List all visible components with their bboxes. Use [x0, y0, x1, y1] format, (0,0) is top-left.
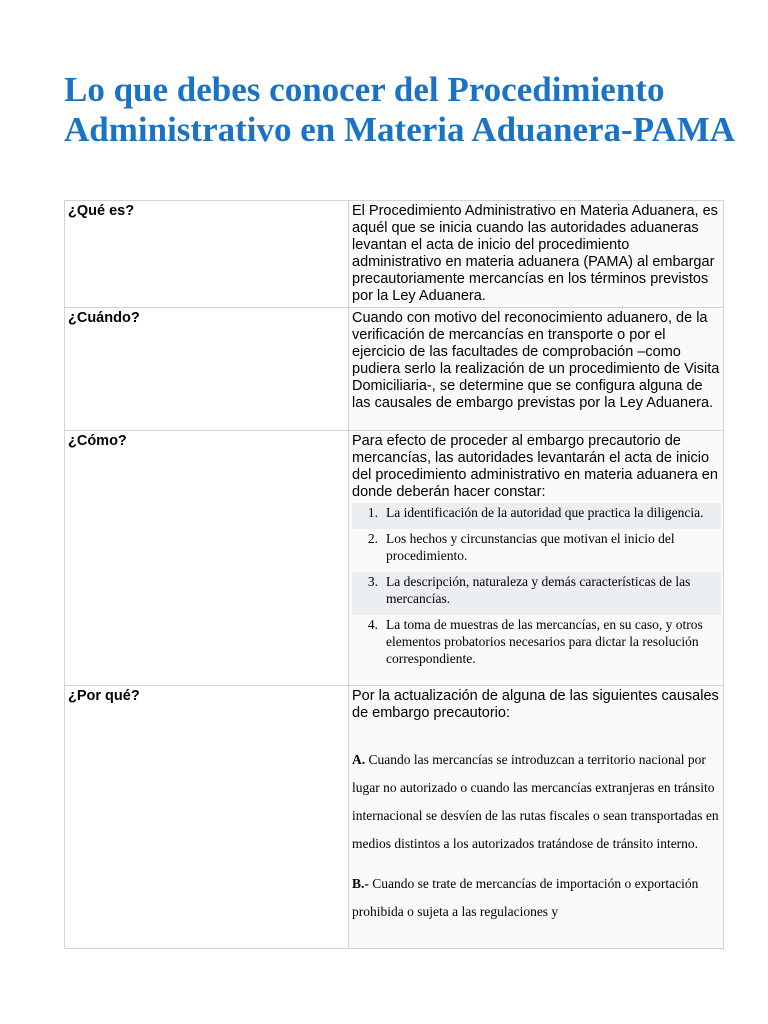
list-item-text: La toma de muestras de las mercancías, en su caso, y otros elementos probatorios necesarios para dictar la resolución correspondiente. [386, 616, 703, 666]
question-cell: ¿Por qué? [65, 686, 349, 949]
list-item-number: 2. [367, 530, 378, 546]
answer-text: El Procedimiento Administrativo en Materia Aduanera, es aquél que se inicia cuando las autoridades aduaneras levantan el acta de inicio del procedimiento administrativo en materia aduanera (PAMA) al embargar precautoriamente mercancías en los términos previstos por la Ley Aduanera. [352, 203, 718, 304]
list-item-text: La descripción, naturaleza y demás características de las mercancías. [386, 573, 691, 606]
list-item [352, 529, 721, 572]
answer-cell [349, 201, 724, 308]
question-cell: ¿Cómo? [65, 431, 349, 686]
answer-cell [349, 308, 724, 431]
list-item-number: 4. [367, 616, 378, 632]
table-row [65, 686, 724, 949]
answer-cell [349, 431, 724, 686]
causal-a [352, 746, 721, 858]
answer-text: Para efecto de proceder al embargo precautorio de mercancías, las autoridades levantarán el acta de inicio del procedimiento administrativo en materia aduanera en donde deberán hacer constar: [352, 433, 718, 500]
table-row [65, 431, 724, 686]
table-row [65, 201, 724, 308]
list-item-number: 3. [367, 573, 378, 589]
question-cell: ¿Cuándo? [65, 308, 349, 431]
list-item [352, 572, 721, 615]
causal-text: Cuando las mercancías se introduzcan a territorio nacional por lugar no autorizado o cuando las mercancías extranjeras en tránsito internacional se desvíen de las rutas fiscales o sean transportadas en medios distintos a los autorizados tratándose de tránsito interno. [352, 751, 719, 851]
table-row [65, 308, 724, 431]
causal-b [352, 870, 721, 926]
list-item-text: La identificación de la autoridad que practica la diligencia. [386, 504, 704, 520]
list-item [352, 615, 721, 675]
page-title: Lo que debes conocer del Procedimiento Administrativo en Materia Aduanera-PAMA [64, 70, 736, 149]
causal-text: Cuando se trate de mercancías de importación o exportación prohibida o sujeta a las regulaciones y [352, 875, 699, 919]
answer-text: Cuando con motivo del reconocimiento aduanero, de la verificación de mercancías en transporte o por el ejercicio de las facultades de comprobación –como pudiera serlo la realización de un procedimiento de Visita Domiciliaria-, se determine que se configura alguna de las causales de embargo previstas por la Ley Aduanera. [352, 310, 720, 411]
list-item [352, 503, 721, 529]
answer-cell [349, 686, 724, 949]
requirements-list [352, 503, 721, 675]
answer-text: Por la actualización de alguna de las siguientes causales de embargo precautorio: [352, 688, 719, 721]
list-item-text: Los hechos y circunstancias que motivan el inicio del procedimiento. [386, 530, 675, 563]
list-item-number: 1. [367, 504, 378, 520]
causal-letter: B.- [352, 875, 369, 891]
causal-letter: A. [352, 751, 366, 767]
pama-table [64, 200, 724, 949]
question-cell: ¿Qué es? [65, 201, 349, 308]
